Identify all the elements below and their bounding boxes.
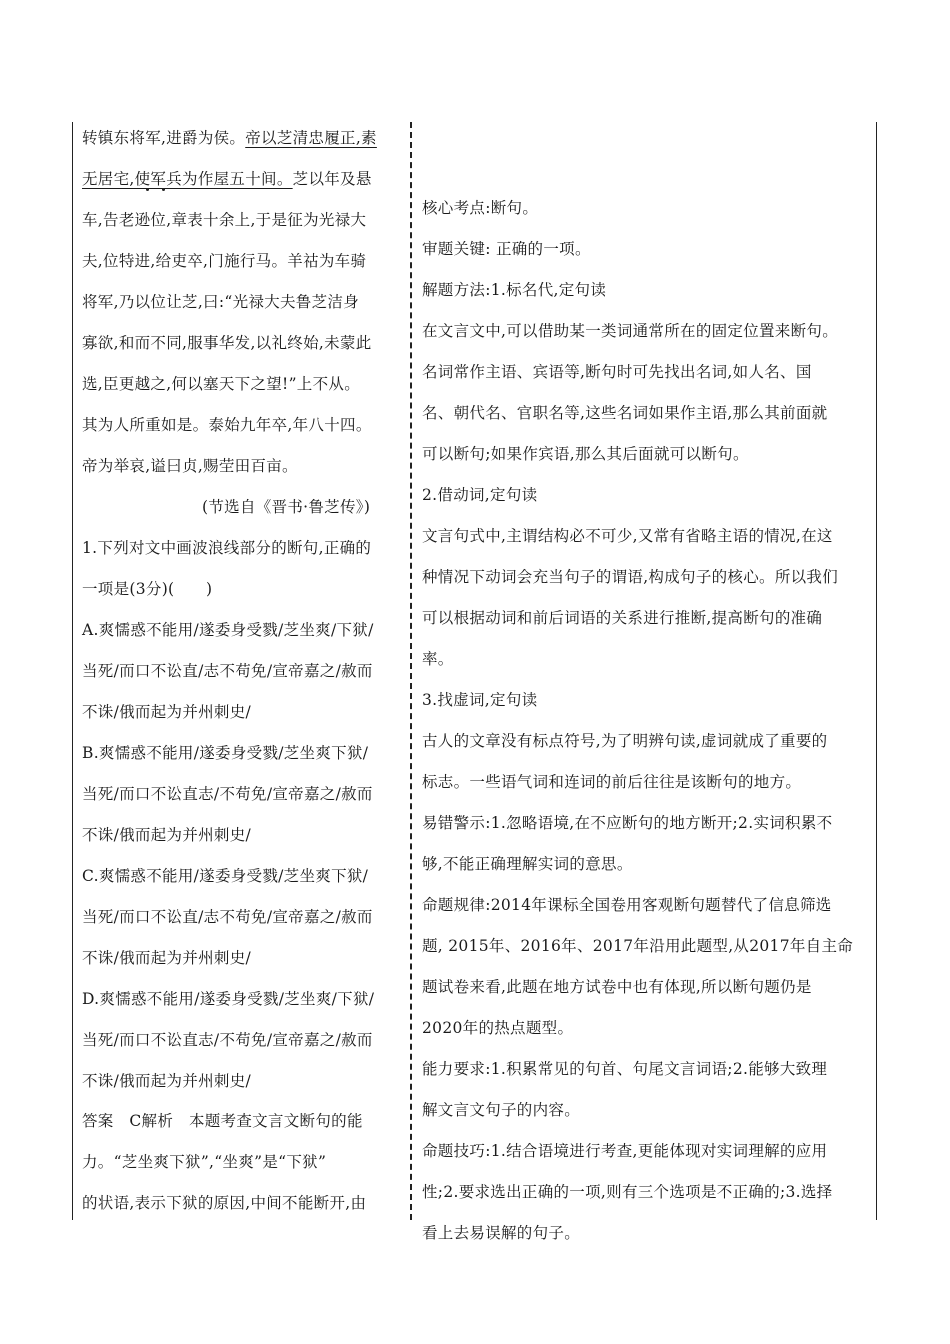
analysis-line: 2.借动词,定句读 [422, 486, 538, 504]
passage-line: 选,臣更越之,何以塞天下之望!”上不从。 [82, 375, 361, 393]
analysis-line: 3.找虚词,定句读 [422, 691, 538, 709]
source-citation: (节选自《晋书·鲁芝传》) [202, 498, 371, 516]
analysis-line: 性;2.要求选出正确的一项,则有三个选项是不正确的;3.选择 [422, 1183, 833, 1201]
analysis-line: 名、朝代名、官职名等,这些名词如果作主语,那么其前面就 [422, 404, 828, 422]
analysis-line: 可以断句;如果作宾语,那么其后面就可以断句。 [422, 445, 749, 463]
passage-line: 将军,乃以位让芝,曰:“光禄大夫鲁芝洁身 [82, 293, 360, 311]
left-border-line [72, 122, 73, 1220]
analysis-column [422, 196, 868, 1262]
passage-text: 芝以年及悬 [292, 170, 372, 188]
option-b-line: B.爽懦惑不能用/遂委身受戮/芝坐爽下狱/ [82, 744, 369, 762]
wavy-underlined-text: 无居宅,使军兵为作屋五十间。 [82, 170, 293, 188]
analysis-line: 种情况下动词会充当句子的谓语,构成句子的核心。所以我们 [422, 568, 839, 586]
analysis-line: 命题技巧:1.结合语境进行考查,更能体现对实词理解的应用 [422, 1142, 828, 1160]
analysis-line: 2020年的热点题型。 [422, 1019, 574, 1037]
option-d-line: 不诛/俄而起为并州刺史/ [82, 1072, 252, 1090]
analysis-line: 能力要求:1.积累常见的句首、句尾文言词语;2.能够大致理 [422, 1060, 828, 1078]
answer-line: 答案 C解析 本题考查文言文断句的能 [82, 1112, 363, 1130]
option-a-line: 当死/而口不讼直/志不苟免/宣帝嘉之/赦而 [82, 662, 373, 680]
passage-line: 帝为举哀,谥曰贞,赐茔田百亩。 [82, 457, 298, 475]
option-b-line: 不诛/俄而起为并州刺史/ [82, 826, 252, 844]
analysis-line: 题, 2015年、2016年、2017年沿用此题型,从2017年自主命 [422, 937, 854, 955]
analysis-line: 题试卷来看,此题在地方试卷中也有体现,所以断句题仍是 [422, 978, 812, 996]
analysis-line: 看上去易误解的句子。 [422, 1224, 581, 1242]
answer-line: 的状语,表示下狱的原因,中间不能断开,由 [82, 1194, 367, 1212]
option-d-line: D.爽懦惑不能用/遂委身受戮/芝坐爽/下狱/ [82, 990, 375, 1008]
passage-line: 夫,位特进,给吏卒,门施行马。羊祜为车骑 [82, 252, 367, 270]
analysis-line: 易错警示:1.忽略语境,在不应断句的地方断开;2.实词积累不 [422, 814, 833, 832]
analysis-line: 命题规律:2014年课标全国卷用客观断句题替代了信息筛选 [422, 896, 832, 914]
analysis-line: 核心考点:断句。 [422, 199, 539, 217]
passage-line: 寡欲,和而不同,服事华发,以礼终始,未蒙此 [82, 334, 372, 352]
question-line: 1.下列对文中画波浪线部分的断句,正确的 [82, 539, 372, 557]
option-c-line: 不诛/俄而起为并州刺史/ [82, 949, 252, 967]
passage-column [82, 126, 404, 1232]
passage-text: 转镇东将军,进爵为侯。 [82, 129, 246, 147]
analysis-line: 名词常作主语、宾语等,断句时可先找出名词,如人名、国 [422, 363, 812, 381]
analysis-line: 在文言文中,可以借助某一类词通常所在的固定位置来断句。 [422, 322, 839, 340]
analysis-line: 够,不能正确理解实词的意思。 [422, 855, 633, 873]
passage-line: 车,告老逊位,章表十余上,于是征为光禄大 [82, 211, 367, 229]
emphasis-dot [146, 188, 149, 191]
option-c-line: C.爽懦惑不能用/遂委身受戮/芝坐爽下狱/ [82, 867, 369, 885]
passage-line: 其为人所重如是。泰始九年卒,年八十四。 [82, 416, 372, 434]
question-line: 一项是(3分)( ) [82, 580, 213, 598]
answer-line: 力。“芝坐爽下狱”,“坐爽”是“下狱” [82, 1153, 327, 1171]
emphasis-dot [162, 188, 165, 191]
option-a-line: A.爽懦惑不能用/遂委身受戮/芝坐爽/下狱/ [82, 621, 374, 639]
option-a-line: 不诛/俄而起为并州刺史/ [82, 703, 252, 721]
right-border-line [876, 122, 877, 1220]
analysis-line: 文言句式中,主谓结构必不可少,又常有省略主语的情况,在这 [422, 527, 833, 545]
analysis-line: 解文言文句子的内容。 [422, 1101, 581, 1119]
option-c-line: 当死/而口不讼直/志不苟免/宣帝嘉之/赦而 [82, 908, 373, 926]
analysis-line: 标志。一些语气词和连词的前后往往是该断句的地方。 [422, 773, 802, 791]
passage-line [82, 126, 404, 167]
option-b-line: 当死/而口不讼直志/不苟免/宣帝嘉之/赦而 [82, 785, 373, 803]
column-divider-dashed [410, 122, 412, 1220]
analysis-line: 审题关键: 正确的一项。 [422, 240, 591, 258]
analysis-line: 率。 [422, 650, 454, 668]
passage-line [82, 167, 404, 208]
analysis-line: 可以根据动词和前后词语的关系进行推断,提高断句的准确 [422, 609, 823, 627]
analysis-line: 解题方法:1.标名代,定句读 [422, 281, 607, 299]
analysis-line: 古人的文章没有标点符号,为了明辨句读,虚词就成了重要的 [422, 732, 828, 750]
wavy-underlined-text: 帝以芝清忠履正,素 [245, 129, 377, 147]
option-d-line: 当死/而口不讼直志/不苟免/宣帝嘉之/赦而 [82, 1031, 373, 1049]
